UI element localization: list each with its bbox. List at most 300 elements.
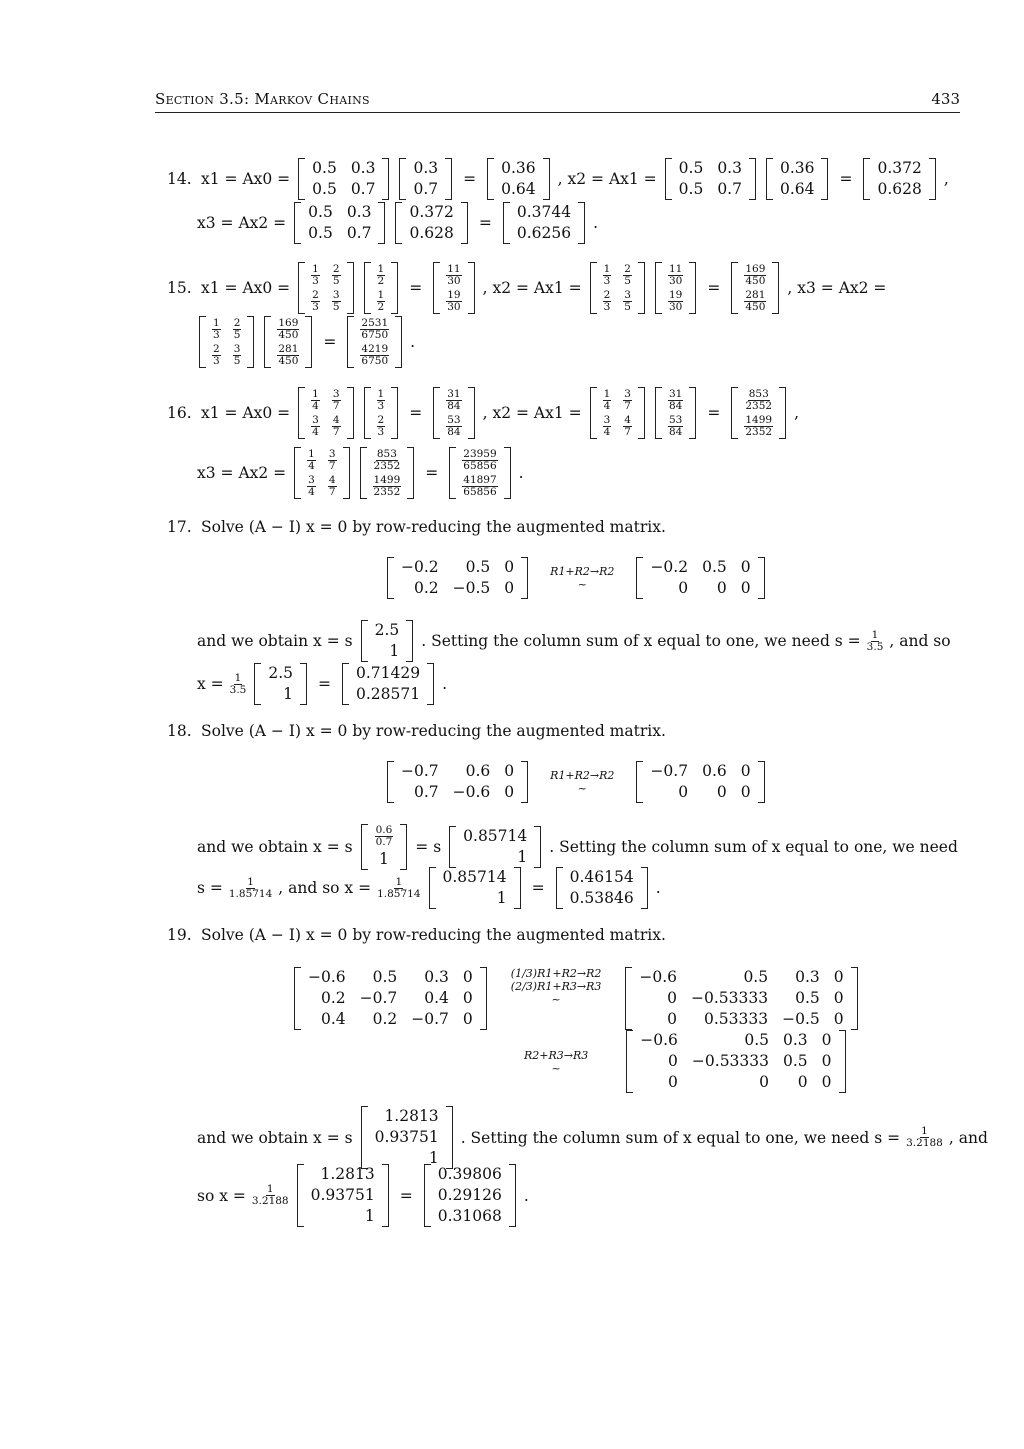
matrix-cell: −0.6 <box>308 968 346 986</box>
problem-19-line-3 <box>197 1106 988 1169</box>
matrix-row <box>494 158 543 179</box>
matrix-cell <box>617 387 638 413</box>
matrix <box>361 1106 453 1169</box>
matrix-cell <box>662 262 689 288</box>
matrix <box>863 158 935 200</box>
fraction-matrix <box>298 387 353 439</box>
matrix-row <box>597 413 638 439</box>
row-operation: R1+R2→R2 <box>550 565 615 578</box>
fraction: $\frac{1}{3.5}$ <box>866 628 884 653</box>
matrix-cell: 0.372 <box>409 203 454 221</box>
problem-18-line-3 <box>197 824 958 870</box>
matrix-cell: 0 <box>740 783 751 801</box>
matrix-row <box>305 387 346 413</box>
matrix-cell: 0.5 <box>465 558 491 576</box>
matrix-row <box>662 288 689 314</box>
matrix-cell: 0.5 <box>308 203 333 221</box>
fraction: $\frac{3}{7}$ <box>624 387 631 412</box>
matrix-row <box>672 179 749 200</box>
matrix-row <box>368 1127 446 1148</box>
fraction: $\frac{0.6}{0.7}$ <box>375 824 393 848</box>
fraction: $\frac{2}{3}$ <box>312 288 319 313</box>
matrix-cell: 1 <box>428 1149 439 1167</box>
matrix-row <box>301 473 342 499</box>
fraction: $\frac{1}{1.85714}$ <box>228 875 273 900</box>
matrix-cell: 1.2813 <box>384 1107 439 1125</box>
matrix <box>449 826 541 868</box>
matrix-cell: 0.53846 <box>569 889 634 907</box>
matrix-row <box>456 447 503 473</box>
augmented-matrix <box>625 967 857 1030</box>
matrix-row <box>672 158 749 179</box>
matrix <box>429 867 521 909</box>
problem-17-line-3 <box>197 620 951 662</box>
row-operation: R1+R2→R2 <box>550 769 615 782</box>
matrix-cell: 0.5 <box>678 180 704 198</box>
matrix-cell <box>326 413 347 439</box>
punctuation: . <box>410 333 416 351</box>
matrix-row <box>870 158 928 179</box>
matrix-cell: 0.6 <box>465 762 491 780</box>
augmented-matrix <box>294 967 487 1030</box>
matrix-row <box>597 387 638 413</box>
matrix-cell: 1 <box>517 848 528 866</box>
matrix-row <box>431 1185 509 1206</box>
matrix-cell <box>227 316 248 342</box>
matrix-row <box>367 473 408 499</box>
fraction: $\frac{3}{5}$ <box>233 342 241 367</box>
matrix-cell: 0.5 <box>678 159 704 177</box>
matrix-row <box>456 826 534 847</box>
problem-18-intro <box>167 722 666 740</box>
matrix-cell <box>354 342 395 368</box>
matrix-cell: 1 <box>389 642 400 660</box>
matrix-row <box>510 223 578 244</box>
matrix-row <box>406 179 445 200</box>
matrix-row <box>440 288 467 314</box>
matrix-cell: 1.2813 <box>320 1165 375 1183</box>
fraction: $\frac{31}{84}$ <box>668 387 683 412</box>
fraction: $\frac{1}{1.85714}$ <box>377 875 421 900</box>
matrix-row <box>738 387 779 413</box>
matrix-cell <box>597 288 618 314</box>
matrix-row <box>354 342 395 368</box>
equation-text: x3 = Ax2 = <box>197 214 287 232</box>
equation-text: , x2 = Ax1 = <box>482 279 582 297</box>
matrix-row <box>301 988 480 1009</box>
fraction: $\frac{11}{30}$ <box>668 262 683 287</box>
matrix-cell <box>617 413 638 439</box>
matrix-cell: 2.5 <box>268 664 294 682</box>
matrix-row <box>738 288 772 314</box>
matrix-cell <box>326 288 347 314</box>
fraction-matrix <box>360 447 415 499</box>
body-text: Solve (A − I) x = 0 by row-reducing the augmented matrix. <box>201 722 666 740</box>
fraction: $\frac{2}{5}$ <box>332 262 340 287</box>
matrix-row <box>305 262 346 288</box>
matrix-row <box>456 847 534 868</box>
matrix-cell <box>738 387 779 413</box>
problem-16-line-1: 16. x1 = Ax0 = $\frac{1}{4}$ $\frac{3}{7}$ $\frac{3}{4}$ $\frac{4}{7}$ $\frac{1}{3}$ $\frac{2}{3}$ = $\frac{31}{84}$ $\frac{53}{84}$ , x2 = Ax1 = $\frac{1}{4}$ $\frac{3}{7}$ $\frac{3}{4}$ $\frac{4}{7}$ $\frac{31}{84}$ $\frac{53}{84}$ = $\frac{853}{2352}$ $\frac{1499}{2352}$ , <box>167 387 800 438</box>
matrix-row <box>305 158 382 179</box>
matrix-cell: 0 <box>462 1010 473 1028</box>
fraction: $\frac{3}{4}$ <box>603 413 611 438</box>
fraction: $\frac{1}{3}$ <box>603 262 611 287</box>
matrix-row <box>304 1185 382 1206</box>
matrix-cell <box>206 342 227 368</box>
problem-19-line-4: so x = $\frac{1}{3.2188}$ 1.2813 0.93751 1 = 0.39806 0.29126 0.31068 . <box>197 1165 529 1225</box>
fraction-matrix <box>590 387 645 439</box>
fraction: $\frac{169}{450}$ <box>278 316 299 341</box>
problem-number: 19. <box>167 926 192 944</box>
matrix-cell: 0.3744 <box>516 203 572 221</box>
matrix-row <box>662 413 689 439</box>
body-text: so x = <box>197 1186 246 1205</box>
matrix-cell <box>371 288 392 314</box>
body-text: , and <box>948 1128 988 1147</box>
matrix-cell: 0.85714 <box>463 827 528 845</box>
matrix-cell: 0 <box>716 783 727 801</box>
matrix-cell: 0 <box>504 579 515 597</box>
equation-text: , x2 = Ax1 = <box>482 404 582 422</box>
body-text: . Setting the column sum of x equal to one, we need s = <box>421 632 861 650</box>
matrix <box>297 1164 389 1227</box>
fraction: $\frac{1}{2}$ <box>377 288 385 313</box>
fraction: $\frac{853}{2352}$ <box>373 447 401 472</box>
problem-number: 16. <box>167 404 192 422</box>
fraction-matrix <box>731 387 786 439</box>
matrix <box>766 158 829 200</box>
matrix-cell: −0.5 <box>782 1010 820 1028</box>
fraction: $\frac{1}{3}$ <box>377 387 385 412</box>
matrix-cell <box>322 447 343 473</box>
matrix-cell: 0.7 <box>413 180 439 198</box>
problem-number: 18. <box>167 722 192 740</box>
body-text: , and so <box>889 632 951 650</box>
problem-14-line-2: x3 = Ax2 = 0.5 0.3 0.5 0.7 0.372 0.628 = 0.3744 0.6256 . <box>197 203 599 242</box>
matrix-cell: 0.5 <box>702 558 727 576</box>
matrix-row <box>371 413 392 439</box>
matrix-row <box>406 158 445 179</box>
equation-text: , x3 = Ax2 = <box>787 279 887 297</box>
row-operation: (1/3)R1+R2→R2 <box>510 967 602 980</box>
fraction-matrix <box>449 447 510 499</box>
matrix-row <box>304 1164 382 1185</box>
fraction-matrix <box>264 316 312 368</box>
matrix-row <box>305 288 346 314</box>
matrix-cell <box>371 387 392 413</box>
matrix-cell: 0 <box>740 762 751 780</box>
matrix-cell: 0.2 <box>372 1010 398 1028</box>
matrix-cell: 0 <box>504 762 515 780</box>
matrix-row <box>206 342 247 368</box>
matrix-cell: 0 <box>759 1073 770 1091</box>
matrix-cell: −0.7 <box>359 989 398 1007</box>
matrix-cell: 0 <box>668 1073 678 1091</box>
matrix-row <box>367 447 408 473</box>
fraction-matrix <box>433 387 474 439</box>
matrix-row <box>261 684 300 705</box>
matrix-cell: 0.7 <box>350 180 376 198</box>
punctuation: . <box>593 214 599 232</box>
matrix-cell: 0 <box>504 783 515 801</box>
matrix <box>395 202 467 244</box>
matrix-cell: 0.53333 <box>703 1010 769 1028</box>
matrix-row <box>368 641 407 662</box>
matrix-row <box>394 761 521 782</box>
matrix-cell <box>305 288 326 314</box>
matrix-cell: 0 <box>667 1010 677 1028</box>
fraction: $\frac{2}{5}$ <box>233 316 241 341</box>
fraction: $\frac{4}{7}$ <box>624 413 631 438</box>
matrix-row <box>643 578 757 599</box>
matrix-row <box>563 867 641 888</box>
matrix-cell: 0.3 <box>350 159 376 177</box>
matrix-cell <box>738 262 772 288</box>
matrix-cell: 0.2 <box>413 579 439 597</box>
matrix-cell: −0.2 <box>650 558 689 576</box>
matrix-cell <box>326 387 347 413</box>
matrix-row <box>632 988 850 1009</box>
matrix-row <box>301 202 378 223</box>
matrix-cell: 0 <box>678 579 689 597</box>
matrix-row <box>633 1072 838 1093</box>
matrix-row <box>436 888 514 909</box>
augmented-matrix <box>636 557 764 599</box>
matrix-row <box>632 1009 850 1030</box>
matrix-cell: −0.2 <box>401 558 439 576</box>
matrix-row <box>301 967 480 988</box>
matrix-cell <box>440 288 467 314</box>
fraction-matrix <box>294 447 349 499</box>
matrix-cell: 0 <box>833 989 844 1007</box>
matrix-cell: 0.5 <box>743 968 769 986</box>
matrix-cell: 0.628 <box>409 224 454 242</box>
matrix-cell: 0 <box>821 1073 832 1091</box>
matrix-cell <box>271 316 305 342</box>
matrix-cell: 0.628 <box>877 180 922 198</box>
matrix-row <box>354 316 395 342</box>
body-text: . Setting the column sum of x equal to one, we need s = <box>460 1128 901 1147</box>
matrix <box>556 867 648 909</box>
matrix <box>665 158 756 200</box>
matrix-cell <box>301 447 322 473</box>
problem-18-reduction: −0.7 0.6 0 0.7 −0.6 0 R1+R2→R2 ~ −0.7 0.6 0 0 0 0 <box>385 761 767 803</box>
fraction: $\frac{3}{4}$ <box>312 413 319 438</box>
matrix-row <box>436 867 514 888</box>
matrix-cell: 0.93751 <box>374 1128 439 1146</box>
fraction-matrix <box>655 387 696 439</box>
matrix-cell <box>367 473 408 499</box>
matrix-row <box>304 1206 382 1227</box>
matrix-row <box>563 888 641 909</box>
fraction: $\frac{4}{7}$ <box>328 473 336 498</box>
matrix-cell <box>440 262 467 288</box>
matrix-cell: 0 <box>504 558 515 576</box>
matrix-cell: 0 <box>740 558 751 576</box>
matrix-row <box>271 342 305 368</box>
matrix-cell: 0 <box>678 783 689 801</box>
matrix-row <box>349 684 427 705</box>
body-text: . Setting the column sum of x equal to one, we need <box>549 838 958 856</box>
matrix-row <box>206 316 247 342</box>
fraction: $\frac{19}{30}$ <box>668 288 683 313</box>
matrix-cell: 0.3 <box>424 968 449 986</box>
matrix-cell: 0.29126 <box>437 1186 502 1204</box>
matrix-row <box>773 179 822 200</box>
matrix-cell: −0.6 <box>640 1031 678 1049</box>
fraction: $\frac{3}{5}$ <box>332 288 340 313</box>
matrix-row <box>456 473 503 499</box>
matrix-row <box>597 262 638 288</box>
matrix-cell <box>301 473 322 499</box>
fraction: $\frac{3}{4}$ <box>308 473 315 498</box>
matrix-row <box>494 179 543 200</box>
matrix-cell: 0.5 <box>744 1031 770 1049</box>
matrix <box>399 158 452 200</box>
matrix-cell: 0 <box>716 579 727 597</box>
matrix-cell: 0.5 <box>312 159 337 177</box>
problem-number: 14. <box>167 170 192 188</box>
matrix-cell <box>271 342 305 368</box>
fraction: $\frac{23959}{65856}$ <box>463 447 497 472</box>
matrix-cell: 0.6256 <box>516 224 572 242</box>
matrix-cell <box>371 262 392 288</box>
fraction-matrix <box>731 262 779 314</box>
fraction: $\frac{1}{3}$ <box>312 262 319 287</box>
fraction: $\frac{2}{3}$ <box>603 288 611 313</box>
matrix-cell <box>440 387 467 413</box>
matrix-cell: 0.85714 <box>442 868 507 886</box>
matrix-row <box>870 179 928 200</box>
matrix-cell: 0.64 <box>501 180 536 198</box>
punctuation: , <box>794 404 800 422</box>
matrix-cell: −0.7 <box>411 1010 449 1028</box>
fraction-matrix <box>364 387 399 439</box>
matrix-row <box>402 202 460 223</box>
matrix-cell <box>227 342 248 368</box>
fraction: $\frac{1}{3}$ <box>213 316 220 341</box>
matrix-cell: −0.53333 <box>691 989 769 1007</box>
matrix-cell: −0.5 <box>452 579 491 597</box>
fraction: $\frac{11}{30}$ <box>447 262 461 287</box>
matrix-cell: 0 <box>740 579 751 597</box>
matrix-cell: 1 <box>283 685 294 703</box>
fraction: $\frac{1}{3.2188}$ <box>251 1183 289 1207</box>
matrix-cell <box>617 288 638 314</box>
equation-text: , x2 = Ax1 = <box>557 170 657 188</box>
matrix-cell <box>206 316 227 342</box>
matrix-row <box>643 782 757 803</box>
fraction-matrix <box>433 262 474 314</box>
matrix: $\frac{0.6}{0.7}$ 1 <box>361 824 408 870</box>
fraction: $\frac{281}{450}$ <box>278 342 299 367</box>
matrix-row <box>394 578 521 599</box>
problem-19-reduction-1: −0.6 0.5 0.3 0 0.2 −0.7 0.4 0 0.4 0.2 −0.7 0 (1/3)R1+R2→R2 (2/3)R1+R3→R3 ~ −0.6 0.5 0.3 0 0 −0.53333 0.5 0 0 0.53333 −0.5 0 <box>292 967 860 1030</box>
matrix-row <box>643 557 757 578</box>
page-number: 433 <box>931 90 960 108</box>
matrix-cell: 2.5 <box>374 621 400 639</box>
matrix-cell: 0.6 <box>702 762 727 780</box>
matrix-cell <box>662 413 689 439</box>
matrix-cell <box>440 413 467 439</box>
fraction: $\frac{53}{84}$ <box>447 413 461 438</box>
matrix-cell: 0.5 <box>783 1052 808 1070</box>
matrix-cell: 0.7 <box>346 224 372 242</box>
problem-16-line-2: x3 = Ax2 = $\frac{1}{4}$ $\frac{3}{7}$ $\frac{3}{4}$ $\frac{4}{7}$ $\frac{853}{2352}$ $\frac{1499}{2352}$ = $\frac{23959}{65856}$ $\frac{41897}{65856}$ . <box>197 447 524 498</box>
matrix-row <box>305 413 346 439</box>
matrix-cell: 0.5 <box>795 989 820 1007</box>
matrix-cell: 0.93751 <box>310 1186 375 1204</box>
fraction: $\frac{1}{4}$ <box>308 447 315 472</box>
body-text: and we obtain x = s <box>197 838 353 856</box>
matrix <box>487 158 550 200</box>
matrix-row <box>633 1030 838 1051</box>
equation-text: x1 = Ax0 = <box>201 170 291 188</box>
augmented-matrix <box>387 761 528 803</box>
body-text: Solve (A − I) x = 0 by row-reducing the augmented matrix. <box>201 926 666 944</box>
equation-text: x3 = Ax2 = <box>197 464 287 482</box>
fraction-matrix <box>590 262 645 314</box>
punctuation: . <box>518 464 524 482</box>
body-text: and we obtain x = s <box>197 632 353 650</box>
matrix <box>342 663 434 705</box>
fraction: $\frac{1}{2}$ <box>377 262 385 287</box>
problem-17-line-4: x = $\frac{1}{3.5}$ 2.5 1 = 0.71429 0.28571 . <box>197 664 448 703</box>
fraction: $\frac{2}{3}$ <box>377 413 385 438</box>
fraction: $\frac{3}{7}$ <box>332 387 340 412</box>
matrix-cell: 0.46154 <box>569 868 634 886</box>
fraction: $\frac{53}{84}$ <box>668 413 683 438</box>
augmented-matrix <box>626 1030 845 1093</box>
matrix-cell: 0 <box>668 1052 678 1070</box>
matrix-cell <box>305 387 326 413</box>
fraction: $\frac{1499}{2352}$ <box>373 473 401 498</box>
matrix-cell: 0.39806 <box>437 1165 502 1183</box>
body-text: s = <box>197 879 223 897</box>
row-operation: R2+R3→R3 <box>524 1048 589 1062</box>
matrix-cell: −0.6 <box>452 783 491 801</box>
matrix-cell <box>305 262 326 288</box>
problem-19-intro <box>167 926 666 944</box>
punctuation: , <box>943 170 949 188</box>
problem-number: 17. <box>167 518 192 536</box>
matrix-row <box>440 262 467 288</box>
matrix-row <box>773 158 822 179</box>
matrix-cell: 0.4 <box>424 989 449 1007</box>
matrix-cell <box>456 473 503 499</box>
fraction: $\frac{1}{4}$ <box>603 387 611 412</box>
matrix-cell: 0 <box>462 989 473 1007</box>
matrix-cell: 0.3 <box>795 968 820 986</box>
matrix-cell: 0.3 <box>717 159 742 177</box>
matrix-cell: 0.7 <box>413 783 439 801</box>
matrix-row <box>368 1106 446 1127</box>
matrix-cell <box>738 413 779 439</box>
matrix-cell <box>456 447 503 473</box>
problem-number: 15. <box>167 279 192 297</box>
augmented-matrix <box>636 761 764 803</box>
matrix-row <box>371 387 392 413</box>
fraction: $\frac{281}{450}$ <box>745 288 766 313</box>
matrix-row <box>440 387 467 413</box>
fraction-matrix <box>347 316 402 368</box>
matrix-cell: 0 <box>821 1052 832 1070</box>
matrix-cell: −0.7 <box>650 762 689 780</box>
matrix-cell: 0 <box>797 1073 808 1091</box>
matrix-cell <box>738 288 772 314</box>
matrix <box>503 202 585 244</box>
